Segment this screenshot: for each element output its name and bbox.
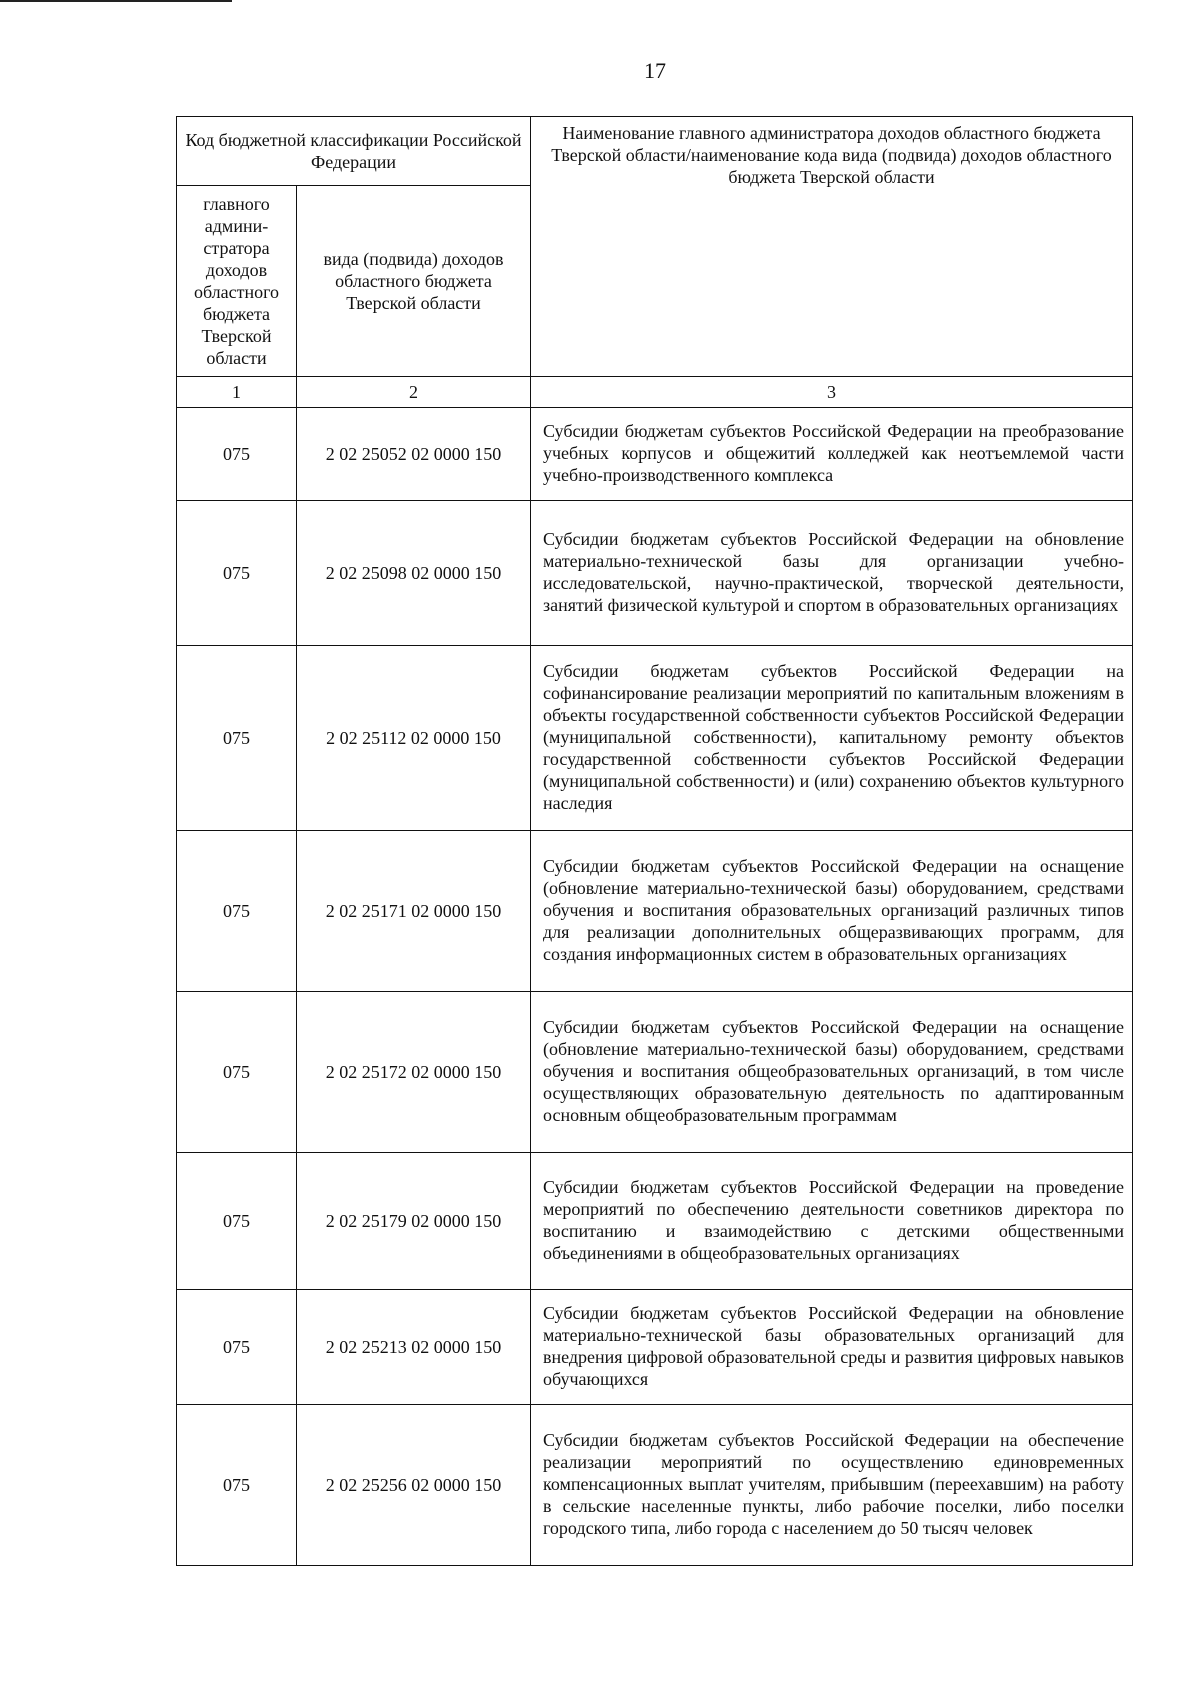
column-number: 3 [531, 377, 1133, 408]
table-row [177, 831, 1133, 992]
admin-code-cell: 075 [177, 646, 297, 831]
admin-code-cell: 075 [177, 992, 297, 1153]
table-row [177, 992, 1133, 1153]
admin-code-cell: 075 [177, 408, 297, 501]
description-cell: Субсидии бюджетам субъектов Российской Федерации на оснащение (обновление материально-технической базы) оборудованием, средствами обучения и воспитания общеобразовательных организаций, в том числе осуществляющих образовательную деятельность по адаптированным основным общеобразовательным программам [531, 992, 1133, 1153]
column-number: 1 [177, 377, 297, 408]
description-cell: Субсидии бюджетам субъектов Российской Федерации на обновление материально-технической базы образовательных организаций для внедрения цифровой образовательной среды и развития цифровых навыков обучающихся [531, 1290, 1133, 1405]
description-cell: Субсидии бюджетам субъектов Российской Федерации на преобразование учебных корпусов и общежитий колледжей как неотъемлемой части учебно-производственного комплекса [531, 408, 1133, 501]
income-code-cell: 2 02 25213 02 0000 150 [297, 1290, 531, 1405]
column-number: 2 [297, 377, 531, 408]
description-cell: Субсидии бюджетам субъектов Российской Федерации на обновление материально-технической базы для организации учебно-исследовательской, научно-практической, творческой деятельности, занятий физической культурой и спортом в образовательных организациях [531, 501, 1133, 646]
page-number: 17 [644, 58, 666, 83]
table-row [177, 501, 1133, 646]
admin-code-cell: 075 [177, 1290, 297, 1405]
header-col3: Наименование главного администратора доходов областного бюджета Тверской области/наименование кода вида (подвида) доходов областного бюджета Тверской области [531, 117, 1133, 377]
header-col2: вида (подвида) доходов областного бюджета Тверской области [297, 186, 531, 377]
income-code-cell: 2 02 25171 02 0000 150 [297, 831, 531, 992]
table-row [177, 646, 1133, 831]
income-code-cell: 2 02 25256 02 0000 150 [297, 1405, 531, 1566]
admin-code-cell: 075 [177, 1153, 297, 1290]
table-row [177, 1290, 1133, 1405]
description-cell: Субсидии бюджетам субъектов Российской Федерации на обеспечение реализации мероприятий по осуществлению единовременных компенсационных выплат учителям, прибывшим (переехавшим) на работу в сельские населенные пункты, либо рабочие поселки, либо поселки городского типа, либо города с населением до 50 тысяч человек [531, 1405, 1133, 1566]
income-code-cell: 2 02 25098 02 0000 150 [297, 501, 531, 646]
table-row [177, 408, 1133, 501]
budget-classification-table [176, 116, 1133, 1566]
scan-edge-line [0, 0, 232, 2]
admin-code-cell: 075 [177, 831, 297, 992]
header-group-title: Код бюджетной классификации Российской Федерации [177, 117, 531, 186]
income-code-cell: 2 02 25052 02 0000 150 [297, 408, 531, 501]
income-code-cell: 2 02 25172 02 0000 150 [297, 992, 531, 1153]
income-code-cell: 2 02 25179 02 0000 150 [297, 1153, 531, 1290]
income-code-cell: 2 02 25112 02 0000 150 [297, 646, 531, 831]
header-col1: главного админи-стратора доходов областного бюджета Тверской области [177, 186, 297, 377]
description-cell: Субсидии бюджетам субъектов Российской Федерации на проведение мероприятий по обеспечению деятельности советников директора по воспитанию и взаимодействию с детскими общественными объединениями в общеобразовательных организациях [531, 1153, 1133, 1290]
admin-code-cell: 075 [177, 501, 297, 646]
admin-code-cell: 075 [177, 1405, 297, 1566]
table-row [177, 1153, 1133, 1290]
description-cell: Субсидии бюджетам субъектов Российской Федерации на оснащение (обновление материально-технической базы) оборудованием, средствами обучения и воспитания образовательных организаций различных типов для реализации дополнительных общеразвивающих программ, для создания информационных систем в образовательных организациях [531, 831, 1133, 992]
table-row [177, 1405, 1133, 1566]
description-cell: Субсидии бюджетам субъектов Российской Федерации на софинансирование реализации мероприятий по капитальным вложениям в объекты государственной собственности субъектов Российской Федерации (муниципальной собственности), капитальному ремонту объектов государственной собственности субъектов Российской Федерации (муниципальной собственности) и (или) сохранению объектов культурного наследия [531, 646, 1133, 831]
